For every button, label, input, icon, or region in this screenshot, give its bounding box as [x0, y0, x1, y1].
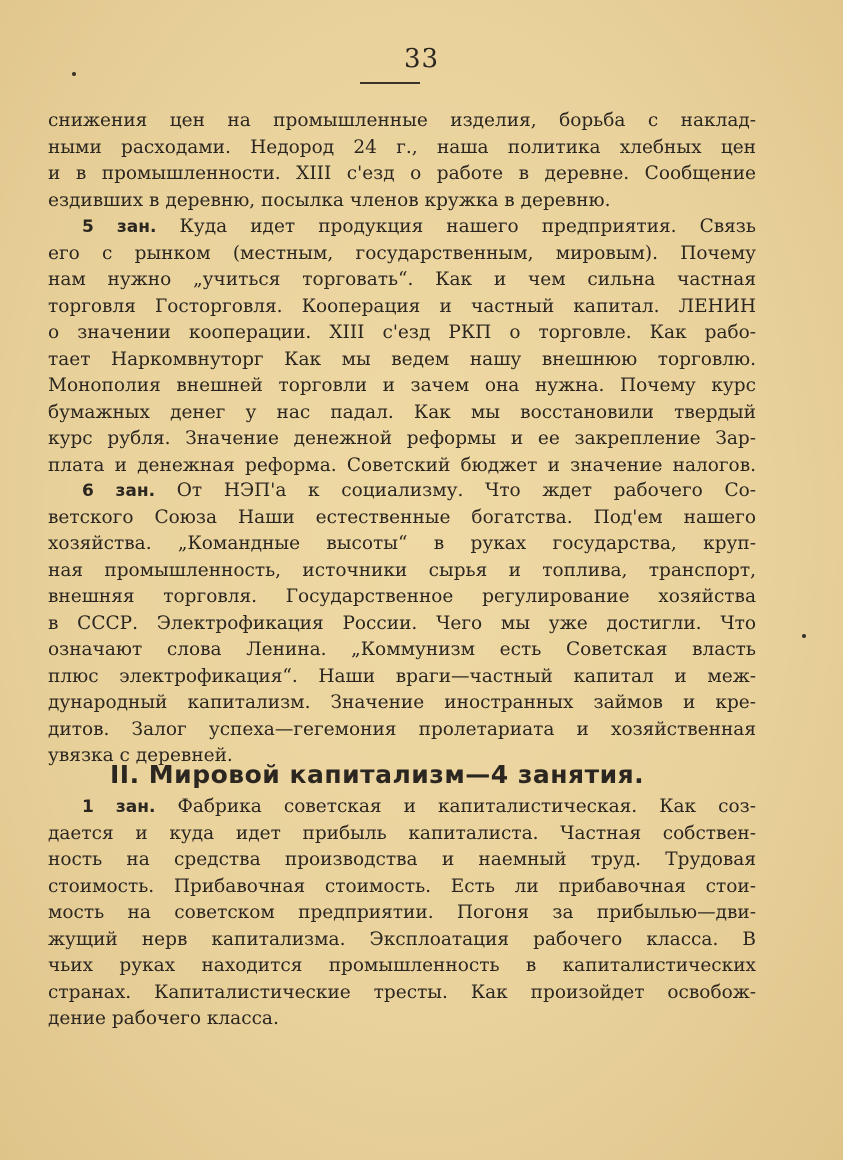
text-line: чьих руках находится промышленность в капиталистических [48, 955, 756, 976]
text-line: увязка с деревней. [48, 745, 233, 766]
lesson-text: Куда идет продукция нашего предприятия. Связь [179, 216, 756, 237]
print-speck [802, 634, 806, 638]
text-line: стоимость. Прибавочная стоимость. Есть ли прибавочная стои- [48, 875, 756, 897]
text-line: тает Наркомвнуторг Как мы ведем нашу внешнюю торговлю. [48, 348, 756, 370]
text-line: мость на советском предприятии. Погоня за прибылью—дви- [48, 902, 756, 923]
text-line [48, 478, 756, 505]
text-line: о значении кооперации. XIII с'езд РКП о торговле. Как рабо- [48, 322, 756, 343]
page-number-rule [360, 82, 420, 84]
paragraph-lesson-1 [48, 794, 756, 1033]
print-speck [72, 72, 76, 76]
page-number: 33 [403, 44, 440, 74]
text-line: дается и куда идет прибыль капиталиста. Частная собствен- [48, 822, 756, 844]
paragraph-lesson-5 [48, 214, 756, 479]
text-line: ветского Союза Наши естественные богатства. Под'ем нашего [48, 506, 756, 528]
text-line: Монополия внешней торговли и зачем она нужна. Почему курс [48, 375, 756, 396]
text-line: плюс электрофикация“. Наши враги—частный капитал и меж- [48, 665, 756, 687]
text-line: его с рынком (местным, государственным, мировым). Почему [48, 242, 756, 264]
text-line: бумажных денег у нас падал. Как мы восстановили твердый [48, 401, 756, 423]
text-line: внешняя торговля. Государственное регулирование хозяйства [48, 586, 756, 607]
text-line: снижения цен на промышленные изделия, борьба с наклад- [48, 110, 756, 131]
text-line [48, 794, 756, 821]
text-line: и в промышленности. XIII с'езд о работе в деревне. Сообщение [48, 163, 756, 184]
text-line: ная промышленность, источники сырья и топлива, транспорт, [48, 559, 756, 581]
lesson-text: Фабрика советская и капиталистическая. Как соз- [177, 796, 756, 817]
lesson-label: 6 зан. [82, 481, 156, 501]
text-line: ездивших в деревню, посылка членов кружка в деревню. [48, 189, 611, 211]
paragraph-continuation [48, 108, 756, 214]
text-line: дународный капитализм. Значение иностранных займов и кре- [48, 692, 756, 713]
section-heading: II. Мировой капитализм—4 занятия. [110, 760, 645, 789]
text-line: дитов. Залог успеха—гегемония пролетариата и хозяйственная [48, 718, 756, 740]
text-line: торговля Госторговля. Кооперация и частный капитал. ЛЕНИН [48, 295, 756, 317]
lesson-text: От НЭП'а к социализму. Что ждет рабочего Со- [176, 480, 756, 501]
text-line: ными расходами. Недород 24 г., наша политика хлебных цен [48, 136, 756, 158]
text-line: дение рабочего класса. [48, 1008, 279, 1029]
text-line: курс рубля. Значение денежной реформы и ее закрепление Зар- [48, 428, 756, 449]
text-line: нам нужно „учиться торговать“. Как и чем сильна частная [48, 269, 756, 290]
text-line: ность на средства производства и наемный труд. Трудовая [48, 849, 756, 870]
text-line: плата и денежная реформа. Советский бюджет и значение налогов. [48, 454, 756, 476]
text-line: хозяйства. „Командные высоты“ в руках государства, круп- [48, 533, 756, 554]
lesson-label: 1 зан. [82, 797, 156, 817]
text-line: жущий нерв капитализма. Эксплоатация рабочего класса. В [48, 928, 756, 950]
text-line: в СССР. Электрофикация России. Чего мы уже достигли. Что [48, 612, 756, 634]
text-line [48, 214, 756, 241]
text-line: странах. Капиталистические тресты. Как произойдет освобож- [48, 981, 756, 1003]
text-line: означают слова Ленина. „Коммунизм есть Советская власть [48, 639, 756, 660]
paragraph-lesson-6 [48, 478, 756, 770]
lesson-label: 5 зан. [82, 217, 157, 237]
